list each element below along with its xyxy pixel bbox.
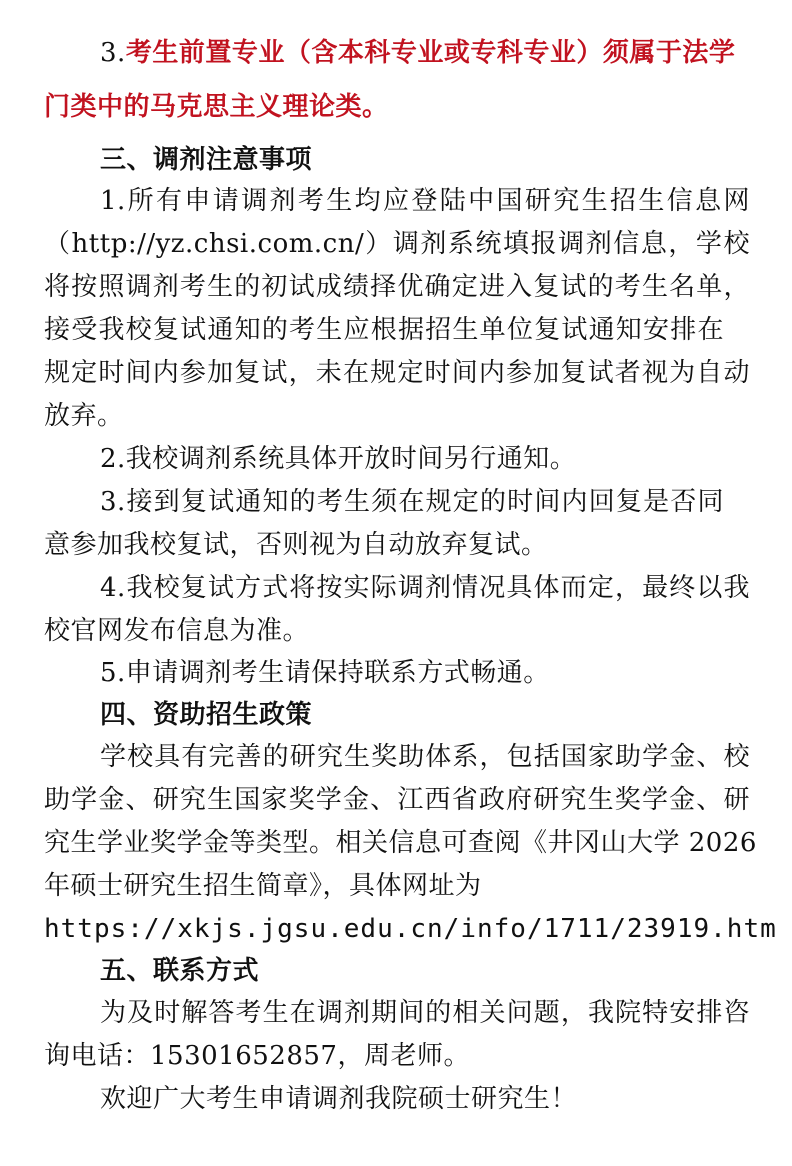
s3-p1-line4: 接受我校复试通知的考生应根据招生单位复试通知安排在 xyxy=(44,315,724,345)
s4-line1: 学校具有完善的研究生奖助体系，包括国家助学金、校 xyxy=(100,742,750,772)
s3-p1-line2: （http://yz.chsi.com.cn/）调剂系统填报调剂信息，学校 xyxy=(44,229,750,259)
s5-line3: 欢迎广大考生申请调剂我院硕士研究生！ xyxy=(100,1084,578,1114)
s4-line3: 究生学业奖学金等类型。相关信息可查阅《井冈山大学 2026 xyxy=(44,828,757,858)
s3-p1-line1: 1.所有申请调剂考生均应登陆中国研究生招生信息网 xyxy=(100,186,750,216)
s3-p3-line2: 意参加我校复试，否则视为自动放弃复试。 xyxy=(44,530,548,560)
s5-line2: 询电话：15301652857，周老师。 xyxy=(44,1041,470,1071)
s3-p1-line3: 将按照调剂考生的初试成绩择优确定进入复试的考生名单， xyxy=(44,272,750,302)
s3-p3-line1: 3.接到复试通知的考生须在规定的时间内回复是否同 xyxy=(100,487,724,517)
section3-title: 三、调剂注意事项 xyxy=(100,145,313,175)
section4-title: 四、资助招生政策 xyxy=(100,700,313,730)
item3-red-text-a: 考生前置专业（含本科专业或专科专业）须属于法学 xyxy=(125,38,736,68)
s3-p4-line2: 校官网发布信息为准。 xyxy=(44,616,310,646)
s3-p1-line6: 放弃。 xyxy=(44,401,124,431)
s3-p4-line1: 4.我校复试方式将按实际调剂情况具体而定，最终以我 xyxy=(100,573,750,603)
item3-red-text-b: 门类中的马克思主义理论类。 xyxy=(44,92,389,122)
s4-url-link[interactable]: https://xkjs.jgsu.edu.cn/info/1711/23919.htm xyxy=(44,914,777,944)
s4-line4: 年硕士研究生招生简章》，具体网址为 xyxy=(44,871,482,901)
item3-line1 xyxy=(100,36,750,70)
s3-p5: 5.申请调剂考生请保持联系方式畅通。 xyxy=(100,658,550,688)
s5-line1: 为及时解答考生在调剂期间的相关问题，我院特安排咨 xyxy=(100,998,750,1028)
section5-title: 五、联系方式 xyxy=(100,956,260,986)
item3-number: 3. xyxy=(100,38,126,68)
s3-p1-line5: 规定时间内参加复试，未在规定时间内参加复试者视为自动 xyxy=(44,358,750,388)
s3-p2: 2.我校调剂系统具体开放时间另行通知。 xyxy=(100,444,577,474)
s4-line2: 助学金、研究生国家奖学金、江西省政府研究生奖学金、研 xyxy=(44,785,750,815)
